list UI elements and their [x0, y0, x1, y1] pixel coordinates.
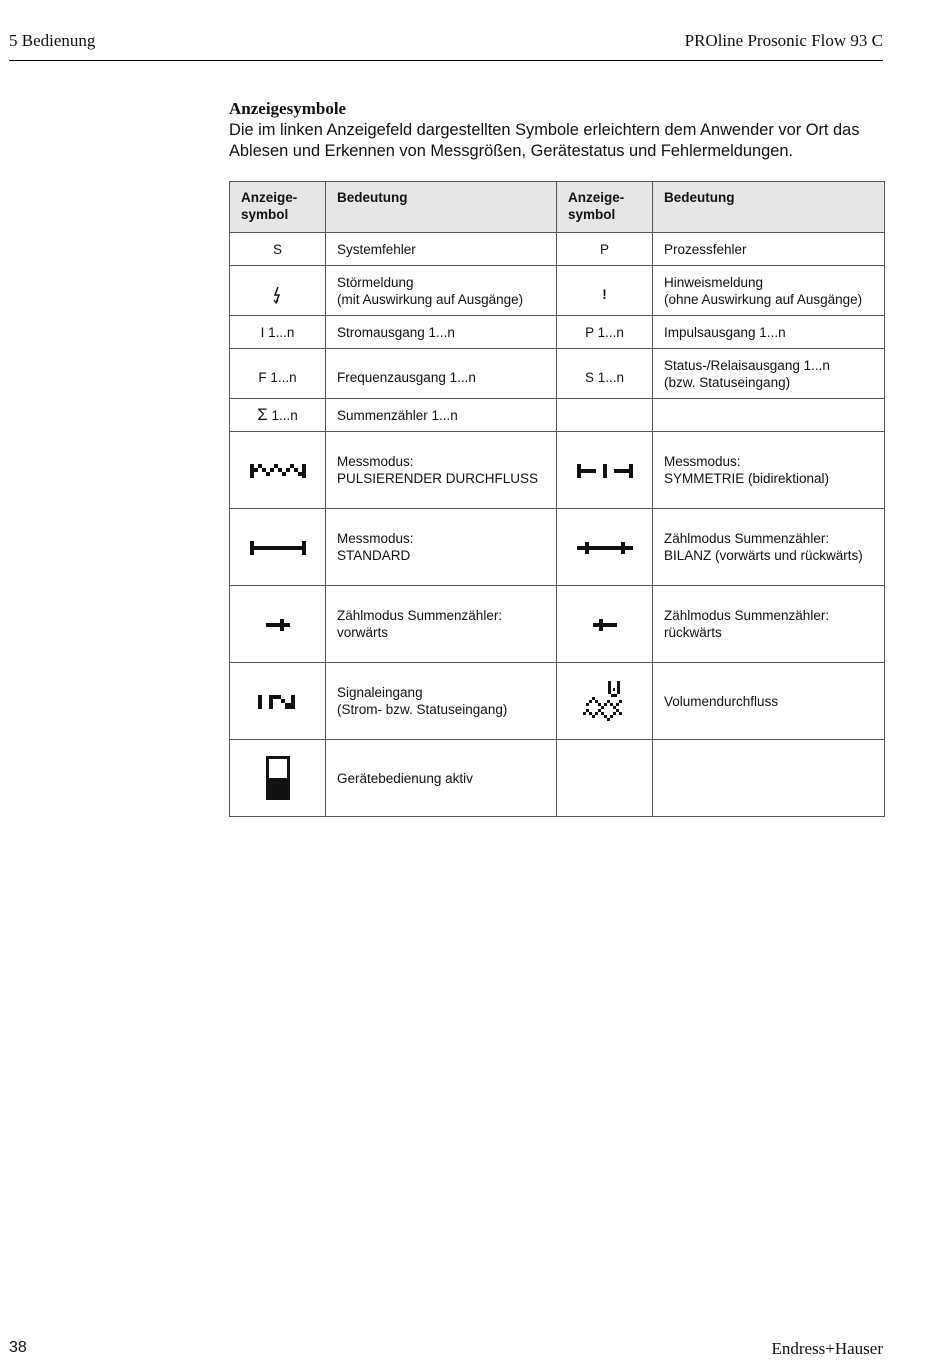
symbol-cell	[230, 740, 326, 817]
meaning-cell: Messmodus: SYMMETRIE (bidirektional)	[653, 432, 885, 509]
meaning-cell: Messmodus: STANDARD	[326, 509, 557, 586]
symbol-cell	[230, 266, 326, 316]
table-row	[230, 663, 885, 740]
meaning-cell: Summenzähler 1...n	[326, 399, 557, 432]
standard-mode-icon	[249, 540, 307, 556]
meaning-cell: Störmeldung (mit Auswirkung auf Ausgänge)	[326, 266, 557, 316]
lightning-bolt-icon	[273, 286, 283, 304]
table-row	[230, 349, 885, 399]
forward-icon	[265, 618, 291, 632]
symbol-cell: S 1...n	[557, 349, 653, 399]
meaning-cell: Zählmodus Summenzähler: rückwärts	[653, 586, 885, 663]
section-anzeigesymbole	[229, 99, 884, 162]
pulsating-flow-icon	[249, 463, 307, 479]
empty-cell	[653, 740, 885, 817]
meaning-cell: Status-/Relaisausgang 1...n (bzw. Statuseingang)	[653, 349, 885, 399]
empty-cell	[557, 740, 653, 817]
volume-flow-icon	[580, 679, 630, 723]
brand-logo-text: Endress+Hauser	[771, 1339, 883, 1358]
table-header-row	[230, 182, 885, 233]
column-header-symbol: Anzeige- symbol	[557, 182, 653, 233]
symbol-cell: F 1...n	[230, 349, 326, 399]
meaning-cell: Zählmodus Summenzähler: vorwärts	[326, 586, 557, 663]
table-row	[230, 586, 885, 663]
symbol-cell	[230, 432, 326, 509]
symbol-cell: Σ 1...n	[230, 399, 326, 432]
section-intro: Die im linken Anzeigefeld dargestellten Symbole erleichtern dem Anwender vor Ort das Ablesen und Erkennen von Messgrößen, Gerätestatus und Fehlermeldungen.	[229, 121, 860, 160]
page-header	[9, 31, 883, 61]
meaning-cell: Volumendurchfluss	[653, 663, 885, 740]
meaning-cell: Zählmodus Summenzähler: BILANZ (vorwärts und rückwärts)	[653, 509, 885, 586]
chapter-title: 5 Bedienung	[9, 31, 96, 50]
symbol-cell	[230, 586, 326, 663]
product-name: PROline Prosonic Flow 93 C	[684, 31, 883, 50]
symbol-cell: P	[557, 233, 653, 266]
symbol-cell: !	[557, 266, 653, 316]
meaning-cell: Gerätebedienung aktiv	[326, 740, 557, 817]
meaning-cell: Signaleingang (Strom- bzw. Statuseingang)	[326, 663, 557, 740]
meaning-cell: Impulsausgang 1...n	[653, 316, 885, 349]
column-header-symbol: Anzeige- symbol	[230, 182, 326, 233]
page-number: 38	[9, 1339, 27, 1356]
meaning-cell: Systemfehler	[326, 233, 557, 266]
table-row	[230, 740, 885, 817]
table-row	[230, 399, 885, 432]
meaning-cell: Hinweismeldung (ohne Auswirkung auf Ausgänge)	[653, 266, 885, 316]
symbol-cell: S	[230, 233, 326, 266]
meaning-cell: Messmodus: PULSIERENDER DURCHFLUSS	[326, 432, 557, 509]
symbol-cell	[230, 509, 326, 586]
operation-active-icon	[265, 755, 291, 801]
symbol-cell: P 1...n	[557, 316, 653, 349]
symbol-cell	[557, 432, 653, 509]
table-row	[230, 509, 885, 586]
column-header-meaning: Bedeutung	[326, 182, 557, 233]
table-row	[230, 233, 885, 266]
meaning-cell: Prozessfehler	[653, 233, 885, 266]
table-row	[230, 316, 885, 349]
symbol-table	[229, 181, 885, 817]
empty-cell	[653, 399, 885, 432]
symbol-cell	[557, 663, 653, 740]
table-row	[230, 266, 885, 316]
column-header-meaning: Bedeutung	[653, 182, 885, 233]
symbol-cell	[230, 663, 326, 740]
empty-cell	[557, 399, 653, 432]
symbol-cell	[557, 509, 653, 586]
meaning-cell: Frequenzausgang 1...n	[326, 349, 557, 399]
symbol-cell: I 1...n	[230, 316, 326, 349]
section-title: Anzeigesymbole	[229, 99, 347, 118]
backward-icon	[592, 618, 618, 632]
symbol-cell	[557, 586, 653, 663]
table-row	[230, 432, 885, 509]
symmetry-icon	[576, 463, 634, 479]
meaning-cell: Stromausgang 1...n	[326, 316, 557, 349]
signal-input-icon	[257, 694, 299, 710]
balance-icon	[576, 540, 634, 556]
